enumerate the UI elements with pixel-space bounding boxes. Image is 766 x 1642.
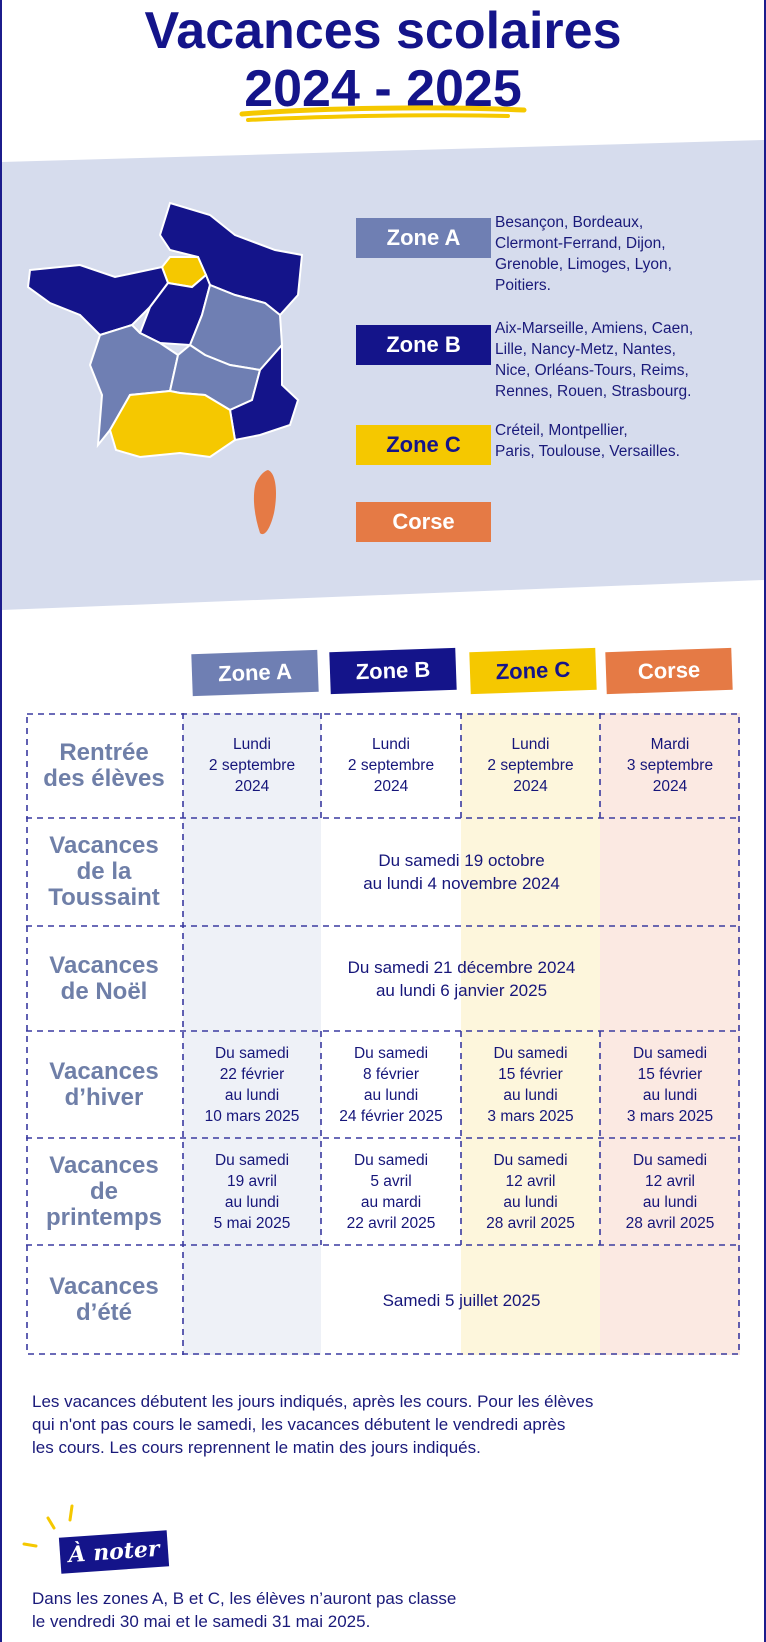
cell-line: au lundi	[503, 1086, 558, 1104]
row-label-line: Vacances	[49, 1273, 159, 1300]
legend-cities-line: Aix-Marseille, Amiens, Caen,	[495, 320, 694, 337]
column-header-zone-b: Zone B	[329, 648, 456, 694]
cell-line: 2 septembre	[208, 757, 296, 774]
title-underline-decoration	[238, 102, 528, 124]
cell-line: Du samedi	[353, 1151, 429, 1169]
row-label-line: Vacances	[49, 1057, 159, 1085]
legend-cities-zone-c	[495, 420, 745, 462]
cell-line: 22 février	[219, 1065, 285, 1083]
cell-line: Du samedi	[632, 1044, 708, 1062]
legend-cities-line: Grenoble, Limoges, Lyon,	[495, 256, 672, 273]
cell-line: Du samedi	[214, 1044, 290, 1062]
cell-rentree-zone-c	[461, 713, 600, 818]
page-title	[0, 0, 766, 118]
cell-line: 15 février	[498, 1065, 563, 1083]
note-badge: À noter	[59, 1530, 169, 1573]
legend-cities-zone-a	[495, 212, 745, 296]
cell-line: 15 février	[637, 1065, 703, 1083]
legend-cities-line: Clermont-Ferrand, Dijon,	[495, 235, 666, 252]
legend-cities-line: Créteil, Montpellier,	[495, 422, 628, 439]
cell-rentree-zone-a	[183, 713, 321, 818]
cell-hiver-corse	[600, 1031, 740, 1138]
row-label-printemps	[28, 1138, 180, 1245]
cell-line: 2024	[373, 778, 409, 795]
legend-cities-line: Poitiers.	[495, 277, 551, 294]
cell-line: 2024	[652, 778, 688, 795]
cell-line: 24 février 2025	[339, 1107, 443, 1125]
cell-line: 28 avril 2025	[625, 1214, 715, 1232]
title-line-1: Vacances scolaires	[144, 2, 622, 60]
row-label-line: Vacances	[49, 832, 159, 859]
legend-cities-zone-b	[495, 318, 745, 402]
cell-printemps-corse	[600, 1138, 740, 1245]
legend-badge-zone-c: Zone C	[356, 425, 491, 465]
row-label-ete	[28, 1245, 180, 1355]
footnote-line: qui n'ont pas cours le samedi, les vacances débutent le vendredi après	[32, 1415, 566, 1434]
cell-line: 8 février	[363, 1065, 419, 1083]
france-zones-map	[20, 195, 330, 565]
cell-line: au mardi	[360, 1193, 422, 1211]
cell-line: Du samedi	[493, 1151, 568, 1169]
cell-line: 19 avril	[227, 1172, 277, 1190]
cell-printemps-zone-b	[321, 1138, 461, 1245]
footnote	[32, 1390, 732, 1459]
row-label-line: d’hiver	[64, 1083, 144, 1111]
cell-rentree-zone-b	[321, 713, 461, 818]
cell-line: Du samedi 19 octobre	[378, 851, 545, 870]
row-label-line: des élèves	[43, 764, 165, 792]
cell-line: 3 mars 2025	[626, 1107, 714, 1125]
column-header-zone-c: Zone C	[469, 648, 596, 694]
cell-ete-all-zones	[183, 1245, 740, 1355]
cell-line: 3 mars 2025	[487, 1107, 574, 1125]
note-text-line: Dans les zones A, B et C, les élèves n’auront pas classe	[32, 1589, 457, 1608]
legend-cities-line: Lille, Nancy-Metz, Nantes,	[495, 341, 676, 358]
cell-line: Du samedi	[353, 1044, 429, 1062]
cell-line: 22 avril 2025	[346, 1214, 436, 1232]
cell-printemps-zone-a	[183, 1138, 321, 1245]
cell-rentree-corse	[600, 713, 740, 818]
row-label-line: d’été	[75, 1299, 132, 1326]
cell-line: Du samedi	[632, 1151, 708, 1169]
column-header-zone-a: Zone A	[191, 650, 318, 696]
cell-line: Mardi	[650, 736, 690, 753]
row-label-line: de	[89, 1177, 118, 1205]
row-label-line: Rentrée	[59, 738, 149, 766]
legend-cities-line: Nice, Orléans-Tours, Reims,	[495, 362, 689, 379]
cell-toussaint-all-zones	[183, 818, 740, 926]
legend-badge-corse: Corse	[356, 502, 491, 542]
legend-cities-line: Besançon, Bordeaux,	[495, 214, 644, 231]
cell-line: au lundi	[503, 1193, 558, 1211]
cell-line: 5 avril	[370, 1172, 412, 1190]
cell-line: 12 avril	[505, 1172, 556, 1190]
cell-hiver-zone-a	[183, 1031, 321, 1138]
row-label-line: Vacances	[49, 1151, 159, 1179]
map-region-south	[110, 391, 235, 457]
legend-badge-zone-a: Zone A	[356, 218, 491, 258]
legend-badge-zone-b: Zone B	[356, 325, 491, 365]
footnote-line: les cours. Les cours reprennent le matin des jours indiqués.	[32, 1438, 481, 1457]
cell-line: au lundi	[224, 1086, 280, 1104]
cell-line: au lundi	[642, 1193, 698, 1211]
cell-line: Lundi	[372, 736, 410, 753]
row-label-toussaint	[28, 818, 180, 926]
row-label-line: Vacances	[49, 951, 159, 979]
cell-hiver-zone-b	[321, 1031, 461, 1138]
cell-line: au lundi	[642, 1086, 698, 1104]
row-label-hiver	[28, 1031, 180, 1138]
cell-line: au lundi	[363, 1086, 419, 1104]
footnote-line: Les vacances débutent les jours indiqués, après les cours. Pour les élèves	[32, 1392, 594, 1411]
cell-line: au lundi	[224, 1193, 280, 1211]
cell-line: 3 septembre	[626, 757, 714, 774]
row-label-noel	[28, 926, 180, 1031]
cell-line: 12 avril	[645, 1172, 695, 1190]
note-text-line: le vendredi 30 mai et le samedi 31 mai 2025.	[32, 1612, 371, 1631]
title-line-2: 2024 - 2025	[244, 60, 522, 118]
row-label-line: Toussaint	[48, 884, 160, 911]
cell-line: 2 septembre	[487, 757, 574, 774]
legend-cities-line: Paris, Toulouse, Versailles.	[495, 443, 680, 460]
cell-line: 5 mai 2025	[213, 1214, 291, 1232]
legend-cities-line: Rennes, Rouen, Strasbourg.	[495, 383, 692, 400]
row-label-rentree	[28, 713, 180, 818]
cell-line: au lundi 4 novembre 2024	[363, 874, 560, 893]
cell-line: 2 septembre	[347, 757, 435, 774]
cell-line: Du samedi	[214, 1151, 290, 1169]
cell-line: Lundi	[511, 736, 550, 753]
cell-line: 28 avril 2025	[486, 1214, 575, 1232]
cell-line: 2024	[234, 778, 270, 795]
cell-printemps-zone-c	[461, 1138, 600, 1245]
cell-noel-all-zones	[183, 926, 740, 1031]
cell-line: Du samedi	[493, 1044, 568, 1062]
cell-line: Du samedi 21 décembre 2024	[347, 957, 576, 977]
cell-hiver-zone-c	[461, 1031, 600, 1138]
cell-line: Samedi 5 juillet 2025	[382, 1290, 541, 1310]
row-label-line: de Noël	[60, 977, 148, 1005]
cell-line: Lundi	[233, 736, 271, 753]
map-region-corse	[254, 470, 276, 534]
cell-line: 2024	[513, 778, 548, 795]
cell-line: 10 mars 2025	[204, 1107, 300, 1125]
row-label-line: printemps	[45, 1203, 162, 1231]
note-text	[32, 1587, 732, 1633]
row-label-line: de la	[76, 858, 132, 885]
column-header-corse: Corse	[605, 648, 732, 694]
cell-line: au lundi 6 janvier 2025	[375, 980, 548, 1000]
